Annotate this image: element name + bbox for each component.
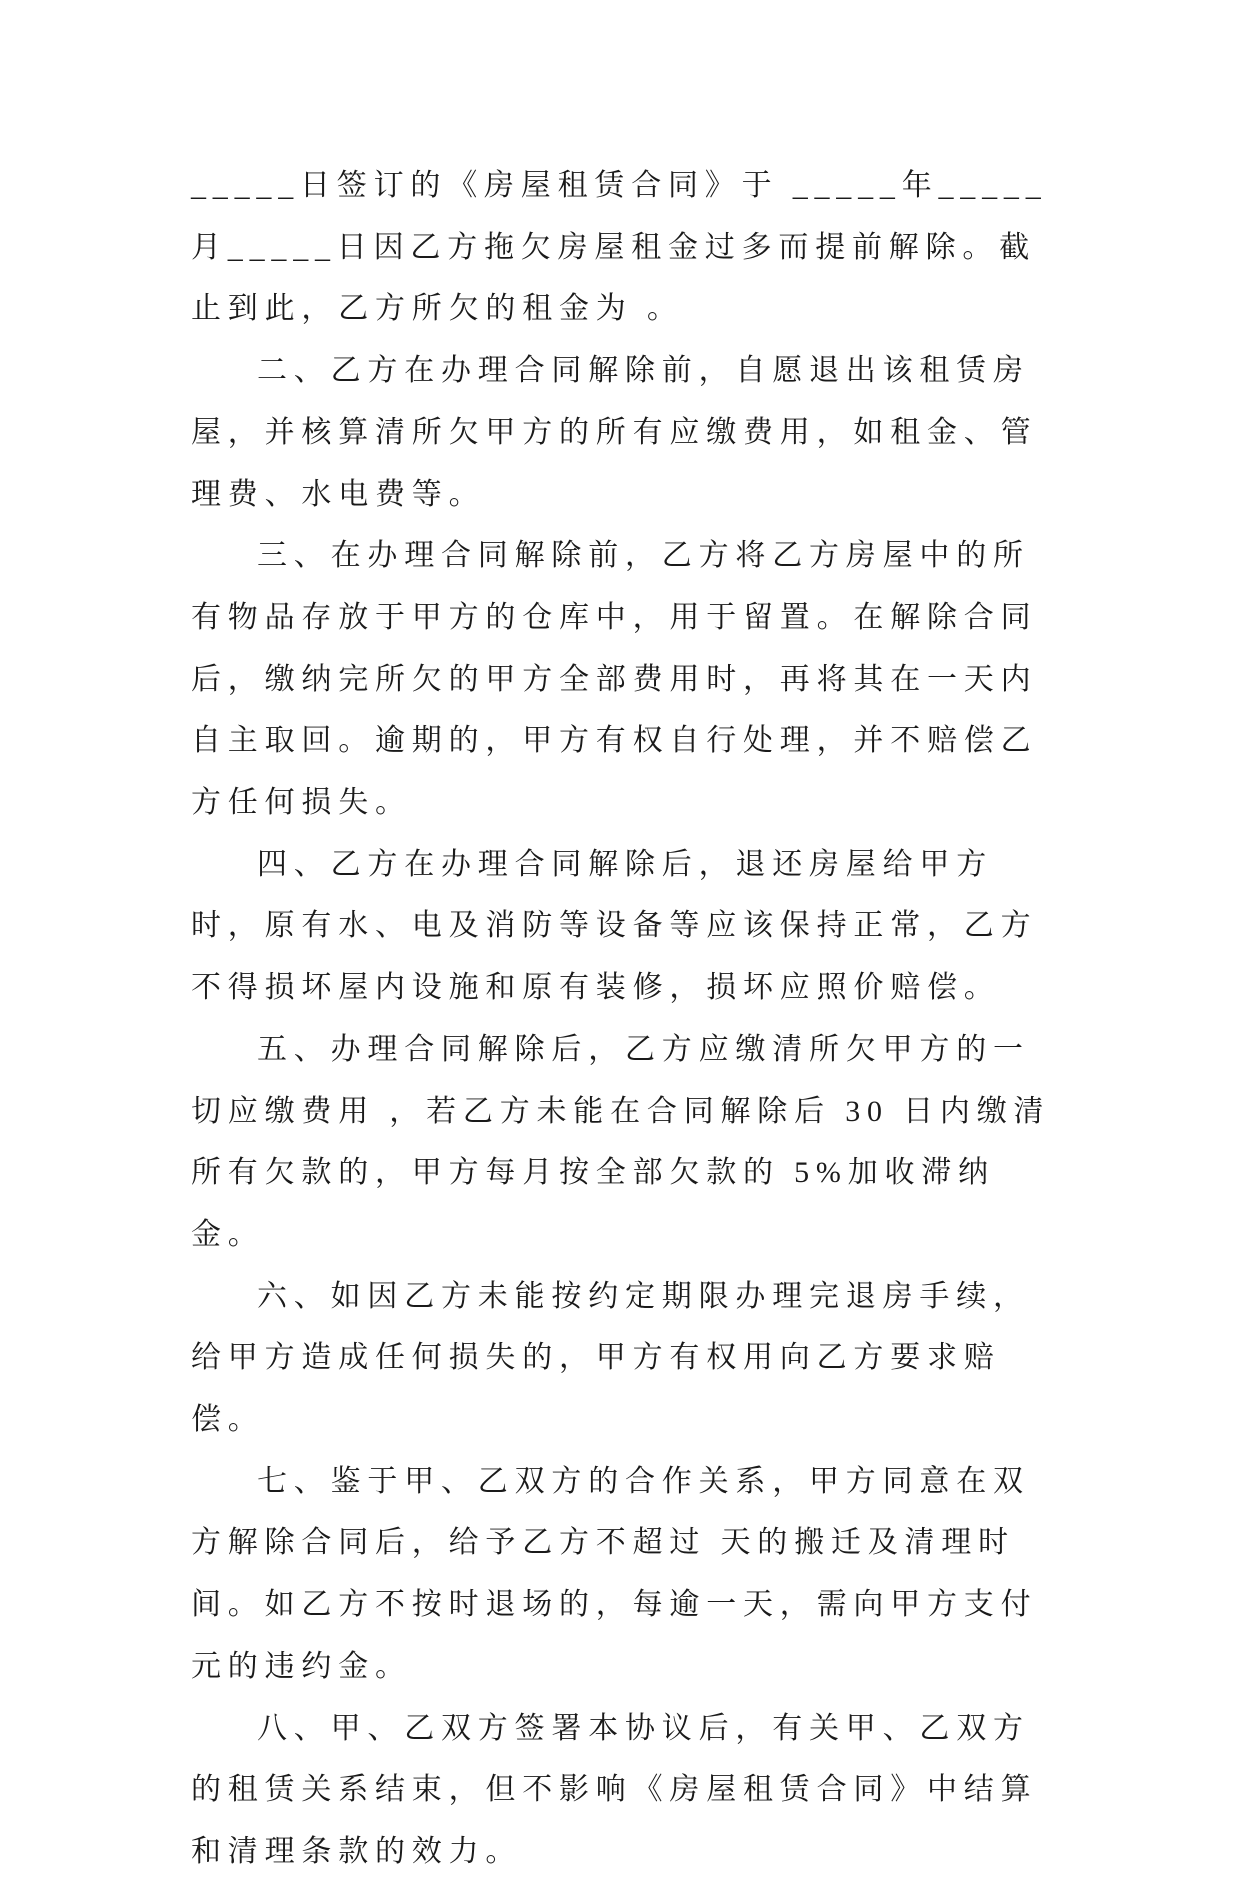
clause-3: 三、在办理合同解除前，乙方将乙方房屋中的所有物品存放于甲方的仓库中，用于留置。在解除合同后，缴纳完所欠的甲方全部费用时，再将其在一天内自主取回。逾期的，甲方有权自行处理，并不赔偿乙方任何损失。 — [191, 539, 1038, 820]
paragraph-continuation: _____日签订的《房屋租赁合同》于 _____年_____月_____日因乙方拖欠房屋租金过多而提前解除。截止到此，乙方所欠的租金为 。 — [191, 169, 1048, 326]
clause-4: 四、乙方在办理合同解除后，退还房屋给甲方时，原有水、电及消防等设备等应该保持正常，乙方不得损坏屋内设施和原有装修，损坏应照价赔偿。 — [191, 847, 1038, 1005]
clause-5: 五、办理合同解除后，乙方应缴清所欠甲方的一切应缴费用 ，若乙方未能在合同解除后 30 日内缴清所有欠款的，甲方每月按全部欠款的 5%加收滞纳金。 — [191, 1032, 1051, 1251]
clause-8: 八、甲、乙双方签署本协议后，有关甲、乙双方的租赁关系结束，但不影响《房屋租赁合同》中结算和清理条款的效力。 — [191, 1711, 1038, 1868]
clause-6: 六、如因乙方未能按约定期限办理完退房手续，给甲方造成任何损失的，甲方有权用向乙方要求赔偿。 — [191, 1279, 1030, 1437]
clause-7: 七、鉴于甲、乙双方的合作关系，甲方同意在双方解除合同后，给予乙方不超过 天的搬迁及清理时间。如乙方不按时退场的，每逾一天，需向甲方支付 元的违约金。 — [191, 1464, 1038, 1683]
document-body — [191, 155, 1051, 1883]
clause-2: 二、乙方在办理合同解除前，自愿退出该租赁房屋，并核算清所欠甲方的所有应缴费用，如租金、管理费、水电费等。 — [191, 354, 1038, 511]
